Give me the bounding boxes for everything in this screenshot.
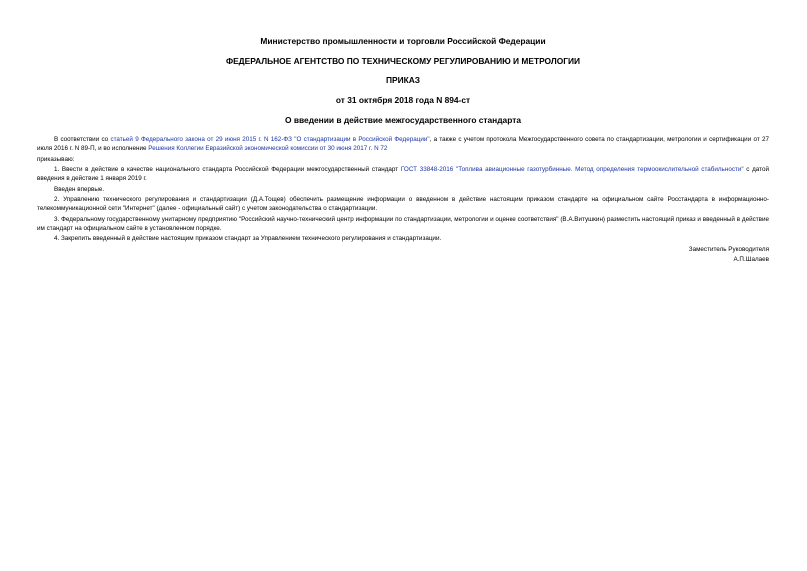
date-number-heading: от 31 октября 2018 года N 894-ст: [335, 95, 471, 105]
signature-position: Заместитель Руководителя: [688, 245, 769, 253]
gost-standard-link[interactable]: ГОСТ 33848-2016 "Топлива авиационные газотурбинные. Метод определения термоокислительной стабильности": [400, 165, 744, 173]
document-page: [37, 36, 769, 265]
decree-word: приказываю:: [37, 155, 75, 163]
preamble-text-2: , а также с учетом протокола Межгосударственного совета по стандартизации, метрологии и сертификации от 27 июля 2016 г. N 89-П, и во исполнение: [37, 136, 769, 153]
doc-type-heading: ПРИКАЗ: [385, 75, 421, 85]
agency-heading: ФЕДЕРАЛЬНОЕ АГЕНТСТВО ПО ТЕХНИЧЕСКОМУ РЕГУЛИРОВАНИЮ И МЕТРОЛОГИИ: [225, 56, 581, 66]
subject-heading: О введении в действие межгосударственного стандарта: [285, 115, 521, 125]
item-1-text-1: 1. Ввести в действие в качестве национального стандарта Российской Федерации межгосударственный стандарт: [54, 165, 401, 173]
item-1-text-2: с датой введения в действие 1 января 2019 г.: [37, 165, 769, 183]
commission-decision-link[interactable]: Решения Коллегии Евразийской экономической комиссии от 30 июня 2017 г. N 72: [148, 145, 388, 153]
signature-block: [37, 245, 769, 265]
paragraph-preamble: [37, 135, 769, 153]
paragraph-introduced-first: Введен впервые.: [54, 185, 105, 193]
federal-law-link[interactable]: статьей 9 Федерального закона от 29 июня 2015 г. N 162-ФЗ "О стандартизации в Российской Федерации": [110, 136, 430, 143]
paragraph-item-1: [37, 165, 769, 183]
ministry-heading: Министерство промышленности и торговли Российской Федерации: [260, 36, 546, 46]
paragraph-item-4: 4. Закрепить введенный в действие настоящим приказом стандарт за Управлением технического регулирования и стандартизации.: [54, 235, 442, 243]
signature-name: А.П.Шалаев: [733, 255, 769, 263]
preamble-text-1: В соответствии со: [54, 136, 111, 143]
paragraph-item-2: 2. Управлению технического регулирования и стандартизации (Д.А.Тощев) обеспечить размещение информации о введенном в действие настоящим приказом стандарте на официальном сайте Росстандарта в информационно-телекоммуникационной сети "Интернет" (далее - официальный сайт) с учетом законодательства о стандартизации.: [37, 195, 769, 213]
paragraph-item-3: 3. Федеральному государственному унитарному предприятию "Российский научно-технический центр информации по стандартизации, метрологии и оценке соответствия" (В.А.Витушкин) разместить настоящий приказ и введенный в действие им стандарт на официальном сайте в установленном порядке.: [37, 215, 769, 232]
document-body: [37, 135, 769, 243]
